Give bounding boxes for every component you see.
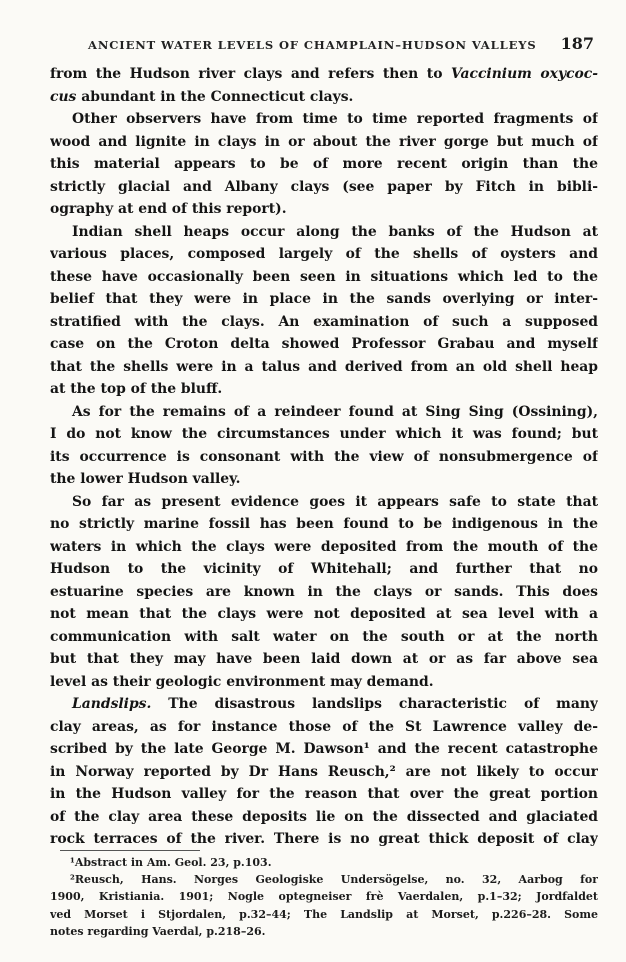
text-line: As for the remains of a reindeer found at Sing Sing (Ossining), [72,403,598,420]
footnote-line: ²Reusch, Hans. Norges Geologiske Undersögelse, no. 32, Aarbog for [70,873,598,887]
text-line: its occurrence is consonant with the view of nonsubmergence of [50,448,598,465]
text-line: in Norway reported by Dr Hans Reusch,² are not likely to occur [50,763,598,780]
text-line: wood and lignite in clays in or about the river gorge but much of [50,133,598,150]
page-header [60,34,594,56]
text-line: clay areas, as for instance those of the St Lawrence valley de- [50,718,598,735]
text-line: of the clay area these deposits lie on the dissected and glaciated [50,808,598,825]
text-fragment: abundant in the Connecticut clays. [76,88,354,105]
running-title: ANCIENT WATER LEVELS OF CHAMPLAIN–HUDSON VALLEYS [88,38,537,52]
text-line: at the top of the bluff. [50,381,223,397]
text-line: Hudson to the vicinity of Whitehall; and further that no [50,561,598,577]
text-line: rock terraces of the river. There is no great thick deposit of clay [50,831,598,847]
text-line: various places, composed largely of the shells of oysters and [50,246,598,262]
text-line: stratified with the clays. An examination of such a supposed [50,313,598,330]
footnote-line: ved Morset i Stjordalen, p.32–44; The Landslip at Morset, p.226–28. Some [50,907,598,921]
text-line: scribed by the late George M. Dawson¹ and the recent catastrophe [50,741,598,757]
text-line: not mean that the clays were not deposited at sea level with a [50,606,598,622]
text-line [50,693,598,716]
text-line: in the Hudson valley for the reason that over the great portion [50,786,598,802]
text-line: ography at end of this report). [50,201,287,217]
text-line: but that they may have been laid down at or as far above sea [50,651,598,667]
footnotes [50,854,598,940]
text-line: no strictly marine fossil has been found to be indigenous in the [50,516,598,532]
text-line: communication with salt water on the south or at the north [50,628,598,645]
footnote-divider [60,850,200,851]
text-line: belief that they were in place in the sands overlying or inter- [50,291,598,307]
text-line: strictly glacial and Albany clays (see paper by Fitch in bibli- [50,178,598,195]
text-line: So far as present evidence goes it appears safe to state that [72,493,598,510]
text-line: estuarine species are known in the clays or sands. This does [50,583,598,600]
text-line: Indian shell heaps occur along the banks of the Hudson at [72,223,598,240]
text-line: waters in which the clays were deposited from the mouth of the [50,538,598,555]
section-heading: Landslips. [72,696,152,712]
page-number: 187 [560,34,594,53]
text-line: I do not know the circumstances under which it was found; but [50,426,598,442]
footnote-line: notes regarding Vaerdal, p.218–26. [50,924,266,938]
text-line: case on the Croton delta showed Professor Grabau and myself [50,336,598,352]
text-fragment: The disastrous landslips characteristic of many [151,696,598,712]
footnote-line: 1900, Kristiania. 1901; Nogle optegneiser frè Vaerdalen, p.1–32; Jordfaldet [50,890,598,904]
text-line [50,63,598,86]
taxon-name: Vaccinium oxycoc- [451,66,598,82]
body-text [50,63,598,851]
text-line: level as their geologic environment may demand. [50,673,434,690]
text-line: Other observers have from time to time reported fragments of [72,111,598,127]
text-line: the lower Hudson valley. [50,471,241,487]
taxon-name: cus [50,88,77,105]
text-line [50,86,598,109]
text-line: these have occasionally been seen in situations which led to the [50,268,598,285]
footnote-line: ¹Abstract in Am. Geol. 23, p.103. [70,856,272,869]
text-fragment: from the Hudson river clays and refers then to [50,66,452,82]
text-line: this material appears to be of more recent origin than the [50,156,598,172]
text-line: that the shells were in a talus and derived from an old shell heap [50,358,598,375]
